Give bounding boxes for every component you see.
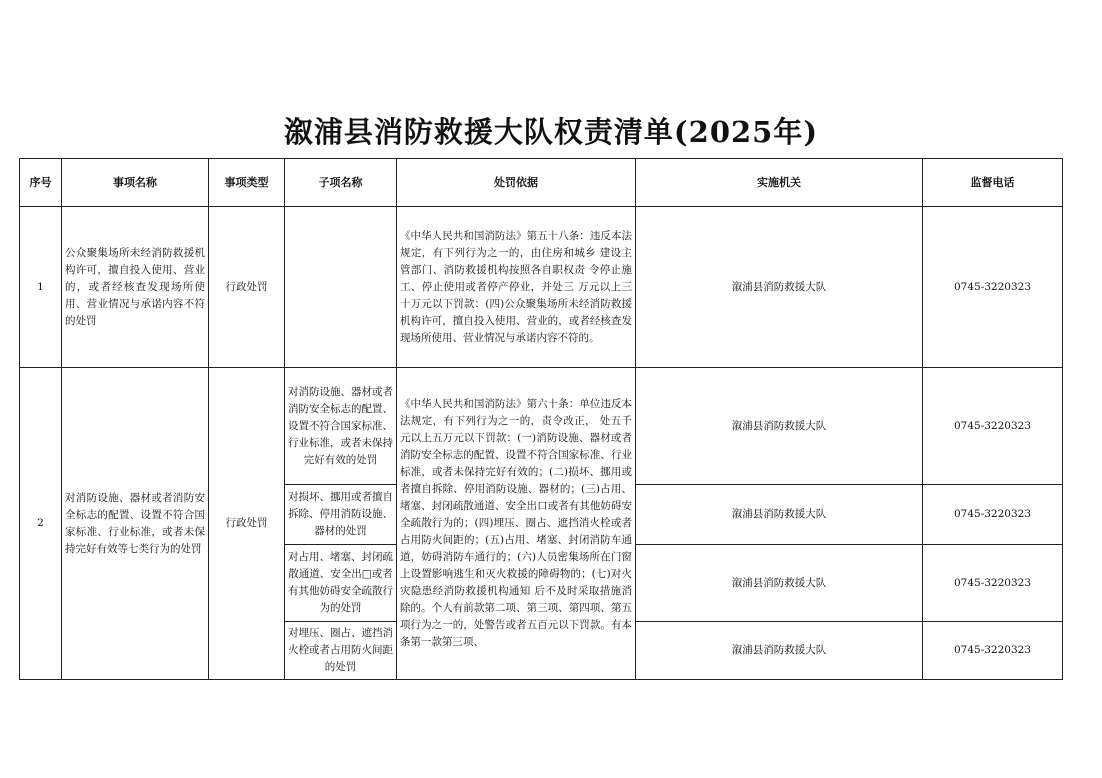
row-phone: 0745-3220323: [923, 485, 1063, 545]
row-type: 行政处罚: [209, 368, 285, 680]
row-phone: 0745-3220323: [923, 207, 1063, 368]
table-row: [20, 207, 1063, 368]
row-sub: 对占用、堵塞、封闭疏散通道、安全出□或者有其他妨碍安全疏散行为的处罚: [285, 545, 397, 622]
row-name: 对消防设施、器材或者消防安全标志的配置、设置不符合国家标准、行业标准，或者未保持完好有效等七类行为的处罚: [62, 368, 209, 680]
header-agency: 实施机关: [636, 159, 923, 207]
row-sub: [285, 207, 397, 368]
row-agency: 溆浦县消防救援大队: [636, 207, 923, 368]
row-agency: 溆浦县消防救援大队: [636, 368, 923, 485]
row-agency: 溆浦县消防救援大队: [636, 545, 923, 622]
header-no: 序号: [20, 159, 62, 207]
header-phone: 监督电话: [923, 159, 1063, 207]
row-phone: 0745-3220323: [923, 622, 1063, 680]
row-sub: 对消防设施、器材或者消防安全标志的配置、设置不符合国家标准、行业标准，或者未保持完好有效的处罚: [285, 368, 397, 485]
header-name: 事项名称: [62, 159, 209, 207]
row-sub: 对损坏、挪用或者擅自拆除、停用消防设施、器材的处罚: [285, 485, 397, 545]
row-basis: 《中华人民共和国消防法》第六十条：单位违反本法规定，有下列行为之一的，责令改正， 处五千元以上五万元以下罚款：(一)消防设施、器材或者消防安全标志的配置、设置不符合国家标准、行业标准，或者未保持完好有效的；(二)损坏、挪用或者擅自拆除、停用消防设施、器材的；(三)占用、堵塞、封闭疏散通道、安全出口或者有其他妨碍安全疏散行为的；(四)埋压、圈占、遮挡消火栓或者占用防火间距的；(五)占用、堵塞、封闭消防车通道，妨碍消防车通行的；(六)人员密集场所在门窗上设置影响逃生和灭火救援的障碍物的；(七)对火灾隐患经消防救援机构通知 后不及时采取措施消除的。个人有前款第二项、第三项、第四项、第五项行为之一的，处警告或者五百元以下罚款。有本条第一款第三项、: [397, 368, 636, 680]
row-no: 1: [20, 207, 62, 368]
page-title: 溆浦县消防救援大队权责清单(2025年): [283, 115, 819, 149]
row-phone: 0745-3220323: [923, 545, 1063, 622]
table-row: [20, 368, 1063, 485]
header-sub: 子项名称: [285, 159, 397, 207]
header-basis: 处罚依据: [397, 159, 636, 207]
responsibility-table: [19, 158, 1063, 680]
row-basis: 《中华人民共和国消防法》第五十八条：违反本法规定，有下列行为之一的，由住房和城乡 建设主管部门、消防救援机构按照各自职权责 令停止施工、停止使用或者停产停业，并处三 万元以上三十万元以下罚款：(四)公众聚集场所未经消防救援机构许可，擅自投入使用、营业的，或者经核查发现场所使用、营业情况与承诺内容不符的。: [397, 207, 636, 368]
table-header-row: [20, 159, 1063, 207]
row-agency: 溆浦县消防救援大队: [636, 622, 923, 680]
row-sub: 对埋压、圈占、遮挡消火栓或者占用防火间距的处罚: [285, 622, 397, 680]
row-name: 公众聚集场所未经消防救援机构许可，擅自投入使用、营业的，或者经核查发现场所使用、营业情况与承诺内容不符的处罚: [62, 207, 209, 368]
row-agency: 溆浦县消防救援大队: [636, 485, 923, 545]
row-phone: 0745-3220323: [923, 368, 1063, 485]
header-type: 事项类型: [209, 159, 285, 207]
row-type: 行政处罚: [209, 207, 285, 368]
row-no: 2: [20, 368, 62, 680]
